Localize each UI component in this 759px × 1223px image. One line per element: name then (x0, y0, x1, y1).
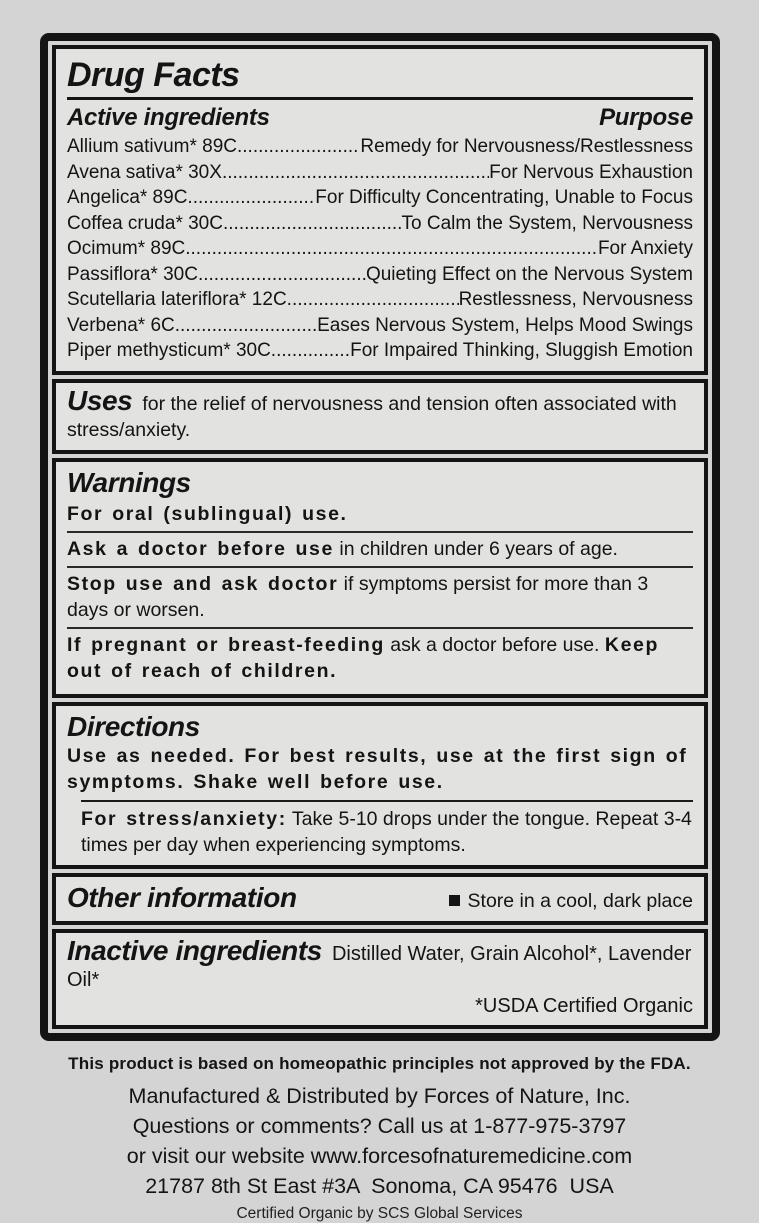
label-footer (0, 1054, 759, 1223)
warning-ask-doctor-rest: in children under 6 years of age. (333, 537, 618, 560)
square-bullet-icon (449, 895, 460, 906)
ingredient-row (67, 160, 693, 186)
ingredient-name: Ocimum* 89C (67, 238, 186, 260)
certified-organic-line: Certified Organic by SCS Global Services (236, 1205, 523, 1223)
ingredient-row (67, 338, 693, 364)
dotted-leader (237, 134, 360, 160)
warning-pregnant-rest: ask a doctor before use. (384, 633, 605, 656)
ingredient-name: Scutellaria lateriflora* 12C (67, 289, 287, 311)
ingredient-row (67, 313, 693, 339)
ingredient-row (67, 134, 693, 160)
directions-stress (67, 806, 693, 858)
warning-ask-doctor (67, 536, 693, 562)
divider (81, 800, 693, 802)
store-text: Store in a cool, dark place (467, 889, 693, 912)
ingredient-purpose: Eases Nervous System, Helps Mood Swings (317, 314, 693, 336)
purpose-heading: Purpose (599, 104, 693, 132)
dotted-leader (198, 262, 366, 288)
fda-disclaimer: This product is based on homeopathic principles not approved by the FDA. (68, 1054, 691, 1074)
warning-stop-use-bold: Stop use and ask doctor (67, 572, 339, 595)
ingredient-name: Coffea cruda* 30C (67, 212, 223, 234)
store-note (449, 890, 693, 913)
active-ingredients-heading: Active ingredients (67, 104, 270, 132)
uses-heading: Uses (67, 384, 133, 416)
ingredient-purpose: Restlessness, Nervousness (458, 289, 693, 311)
ingredient-name: Angelica* 89C (67, 187, 188, 209)
ingredient-purpose: For Anxiety (597, 238, 693, 260)
directions-main: Use as needed. For best results, use at the first sign of symptoms. Shake well before use. (67, 744, 688, 793)
warning-oral-use: For oral (sublingual) use. (67, 502, 348, 525)
ingredient-row (67, 236, 693, 262)
inactive-heading: Inactive ingredients (67, 935, 322, 967)
dotted-leader (287, 287, 459, 313)
warning-pregnant-bold: If pregnant or breast-feeding (67, 633, 385, 656)
section-active-ingredients (52, 45, 708, 375)
ingredient-row (67, 211, 693, 237)
ingredient-name: Piper methysticum* 30C (67, 340, 271, 362)
manufacturer-info (0, 1081, 759, 1201)
uses-text: for the relief of nervousness and tension often associated with stress/anxiety. (67, 392, 677, 441)
ingredient-purpose: For Nervous Exhaustion (489, 161, 693, 183)
divider (67, 627, 693, 629)
ingredient-purpose: For Impaired Thinking, Sluggish Emotion (350, 340, 693, 362)
section-directions (52, 702, 708, 869)
warning-stop-use (67, 571, 693, 623)
ingredient-row (67, 287, 693, 313)
inactive-text: Distilled Water, Grain Alcohol*, Lavender Oil* (67, 943, 692, 992)
other-information-row (67, 882, 693, 914)
ingredient-name: Allium sativum* 89C (67, 136, 237, 158)
ingredient-purpose: Remedy for Nervousness/Restlessness (360, 136, 693, 158)
ingredient-purpose: For Difficulty Concentrating, Unable to Focus (315, 187, 693, 209)
warning-stop-use-rest: if symptoms persist for more than 3 days or worsen. (67, 572, 649, 621)
dotted-leader (222, 160, 489, 186)
warning-ask-doctor-bold: Ask a doctor before use (67, 537, 334, 560)
phone-line: Questions or comments? Call us at 1-877-975-3797 (132, 1114, 627, 1139)
warnings-heading: Warnings (67, 466, 191, 498)
other-information-heading: Other information (67, 881, 297, 913)
section-inactive-ingredients (52, 929, 708, 1029)
manufacturer-line: Manufactured & Distributed by Forces of Nature, Inc. (128, 1084, 631, 1109)
ingredient-row (67, 262, 693, 288)
inactive-paragraph (67, 935, 693, 993)
active-ingredients-header (67, 104, 693, 132)
ingredient-name: Verbena* 6C (67, 314, 175, 336)
dotted-leader (187, 185, 315, 211)
uses-paragraph (67, 384, 693, 443)
warning-keep-out-of-reach: Keep out of reach of children. (67, 633, 659, 682)
section-warnings (52, 458, 708, 698)
directions-stress-bold: For stress/anxiety: (81, 807, 287, 830)
dotted-leader (271, 338, 350, 364)
address-line: 21787 8th St East #3A Sonoma, CA 95476 USA (145, 1174, 614, 1199)
drug-facts-title: Drug Facts (67, 56, 693, 100)
ingredient-row (67, 185, 693, 211)
drug-facts-panel (40, 33, 720, 1041)
ingredient-name: Passiflora* 30C (67, 263, 198, 285)
ingredient-name: Avena sativa* 30X (67, 161, 222, 183)
dotted-leader (185, 236, 598, 262)
dotted-leader (175, 313, 317, 339)
website-line: or visit our website www.forcesofnaturemedicine.com (126, 1144, 633, 1169)
dotted-leader (223, 211, 402, 237)
usda-organic-note: *USDA Certified Organic (475, 995, 693, 1018)
active-ingredients-list (67, 134, 693, 364)
warning-pregnant (67, 632, 693, 684)
divider (67, 566, 693, 568)
directions-heading: Directions (67, 710, 200, 742)
directions-stress-rest: Take 5-10 drops under the tongue. Repeat 3-4 times per day when experiencing symptoms. (81, 807, 692, 856)
section-other-information (52, 873, 708, 925)
section-uses (52, 379, 708, 454)
ingredient-purpose: To Calm the System, Nervousness (401, 212, 693, 234)
divider (67, 531, 693, 533)
ingredient-purpose: Quieting Effect on the Nervous System (365, 263, 693, 285)
